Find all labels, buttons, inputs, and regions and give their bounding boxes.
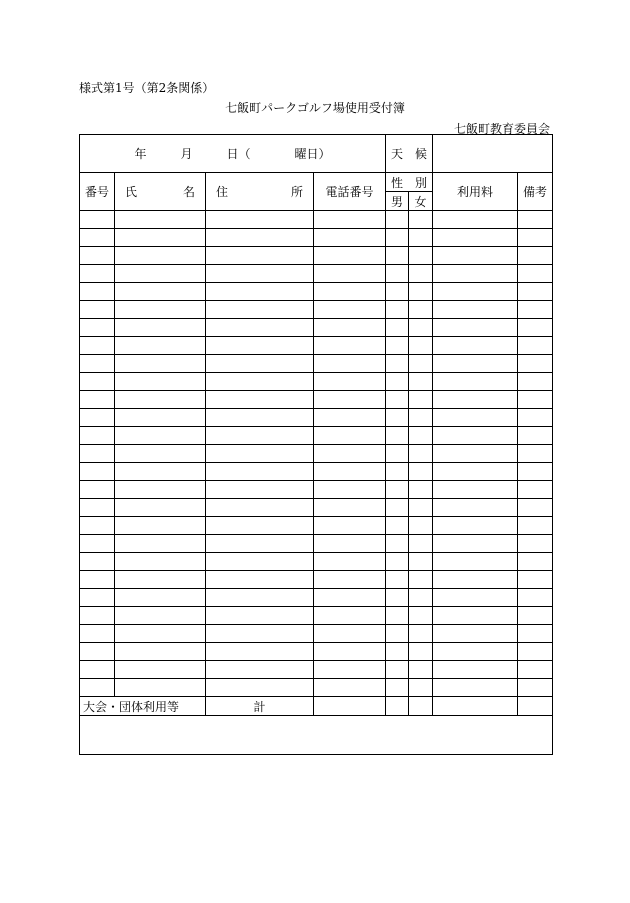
cell-name[interactable] <box>115 571 206 589</box>
cell-phone[interactable] <box>314 319 386 337</box>
month-label: 月 <box>180 147 193 161</box>
cell-female[interactable] <box>409 211 433 229</box>
cell-address[interactable] <box>206 481 314 499</box>
cell-address[interactable] <box>206 265 314 283</box>
header-address: 住 所 <box>206 173 314 211</box>
cell-male[interactable] <box>386 463 409 481</box>
issuer-name: 七飯町教育委員会 <box>453 122 550 136</box>
cell-phone[interactable] <box>314 301 386 319</box>
table-row <box>80 409 553 427</box>
cell-female[interactable] <box>409 355 433 373</box>
table-row <box>80 427 553 445</box>
cell-address[interactable] <box>206 229 314 247</box>
cell-female[interactable] <box>409 643 433 661</box>
cell-male[interactable] <box>386 283 409 301</box>
group-use-notes[interactable] <box>80 716 553 755</box>
cell-female[interactable] <box>409 589 433 607</box>
cell-male[interactable] <box>386 373 409 391</box>
cell-address[interactable] <box>206 607 314 625</box>
table-row <box>80 319 553 337</box>
cell-remarks[interactable] <box>518 481 553 499</box>
page-title: 七飯町パークゴルフ場使用受付簿 <box>225 101 405 115</box>
total-phone[interactable] <box>314 697 386 716</box>
cell-remarks[interactable] <box>518 409 553 427</box>
cell-male[interactable] <box>386 571 409 589</box>
cell-name[interactable] <box>115 355 206 373</box>
cell-remarks[interactable] <box>518 247 553 265</box>
total-female[interactable] <box>409 697 433 716</box>
cell-name[interactable] <box>115 445 206 463</box>
cell-phone[interactable] <box>314 337 386 355</box>
cell-remarks[interactable] <box>518 319 553 337</box>
cell-fee[interactable] <box>433 625 518 643</box>
cell-remarks[interactable] <box>518 283 553 301</box>
cell-male[interactable] <box>386 607 409 625</box>
cell-address[interactable] <box>206 589 314 607</box>
cell-female[interactable] <box>409 229 433 247</box>
weekday-label: 曜日） <box>294 147 331 161</box>
cell-remarks[interactable] <box>518 499 553 517</box>
table-row <box>80 445 553 463</box>
cell-remarks[interactable] <box>518 427 553 445</box>
cell-number[interactable] <box>80 589 115 607</box>
cell-address[interactable] <box>206 445 314 463</box>
cell-male[interactable] <box>386 211 409 229</box>
cell-phone[interactable] <box>314 355 386 373</box>
cell-name[interactable] <box>115 319 206 337</box>
cell-male[interactable] <box>386 337 409 355</box>
cell-fee[interactable] <box>433 373 518 391</box>
cell-number[interactable] <box>80 229 115 247</box>
cell-phone[interactable] <box>314 427 386 445</box>
cell-address[interactable] <box>206 625 314 643</box>
cell-fee[interactable] <box>433 643 518 661</box>
cell-name[interactable] <box>115 625 206 643</box>
cell-remarks[interactable] <box>518 589 553 607</box>
weather-input[interactable] <box>433 135 553 173</box>
cell-fee[interactable] <box>433 445 518 463</box>
date-cell[interactable] <box>80 135 386 173</box>
table-row <box>80 517 553 535</box>
cell-address[interactable] <box>206 553 314 571</box>
cell-fee[interactable] <box>433 229 518 247</box>
cell-number[interactable] <box>80 517 115 535</box>
cell-address[interactable] <box>206 319 314 337</box>
cell-remarks[interactable] <box>518 445 553 463</box>
cell-female[interactable] <box>409 607 433 625</box>
cell-fee[interactable] <box>433 409 518 427</box>
cell-number[interactable] <box>80 625 115 643</box>
cell-name[interactable] <box>115 427 206 445</box>
cell-male[interactable] <box>386 247 409 265</box>
cell-male[interactable] <box>386 409 409 427</box>
cell-number[interactable] <box>80 247 115 265</box>
notes-row <box>80 716 553 755</box>
cell-phone[interactable] <box>314 553 386 571</box>
cell-fee[interactable] <box>433 301 518 319</box>
cell-male[interactable] <box>386 535 409 553</box>
cell-fee[interactable] <box>433 463 518 481</box>
cell-female[interactable] <box>409 571 433 589</box>
cell-address[interactable] <box>206 643 314 661</box>
cell-fee[interactable] <box>433 355 518 373</box>
cell-female[interactable] <box>409 481 433 499</box>
cell-number[interactable] <box>80 661 115 679</box>
cell-female[interactable] <box>409 535 433 553</box>
cell-remarks[interactable] <box>518 463 553 481</box>
cell-male[interactable] <box>386 427 409 445</box>
header-female: 女 <box>409 192 433 211</box>
cell-address[interactable] <box>206 517 314 535</box>
table-row <box>80 625 553 643</box>
cell-fee[interactable] <box>433 481 518 499</box>
cell-fee[interactable] <box>433 607 518 625</box>
cell-number[interactable] <box>80 481 115 499</box>
cell-phone[interactable] <box>314 607 386 625</box>
cell-remarks[interactable] <box>518 301 553 319</box>
cell-female[interactable] <box>409 463 433 481</box>
cell-fee[interactable] <box>433 517 518 535</box>
cell-phone[interactable] <box>314 211 386 229</box>
cell-name[interactable] <box>115 247 206 265</box>
cell-address[interactable] <box>206 571 314 589</box>
cell-male[interactable] <box>386 301 409 319</box>
cell-name[interactable] <box>115 481 206 499</box>
cell-remarks[interactable] <box>518 517 553 535</box>
cell-address[interactable] <box>206 463 314 481</box>
cell-number[interactable] <box>80 427 115 445</box>
cell-name[interactable] <box>115 679 206 697</box>
table-row <box>80 229 553 247</box>
table-row <box>80 535 553 553</box>
cell-phone[interactable] <box>314 445 386 463</box>
cell-female[interactable] <box>409 499 433 517</box>
cell-phone[interactable] <box>314 391 386 409</box>
table-row <box>80 553 553 571</box>
cell-number[interactable] <box>80 301 115 319</box>
cell-number[interactable] <box>80 499 115 517</box>
total-fee[interactable] <box>433 697 518 716</box>
cell-name[interactable] <box>115 553 206 571</box>
cell-female[interactable] <box>409 247 433 265</box>
cell-address[interactable] <box>206 337 314 355</box>
cell-number[interactable] <box>80 283 115 301</box>
total-label: 計 <box>206 697 314 716</box>
cell-phone[interactable] <box>314 409 386 427</box>
total-male[interactable] <box>386 697 409 716</box>
cell-remarks[interactable] <box>518 607 553 625</box>
table-row <box>80 589 553 607</box>
cell-fee[interactable] <box>433 499 518 517</box>
cell-male[interactable] <box>386 319 409 337</box>
cell-male[interactable] <box>386 643 409 661</box>
table-row <box>80 571 553 589</box>
table-row <box>80 643 553 661</box>
cell-female[interactable] <box>409 517 433 535</box>
header-row <box>80 173 553 192</box>
cell-male[interactable] <box>386 553 409 571</box>
cell-remarks[interactable] <box>518 643 553 661</box>
cell-address[interactable] <box>206 283 314 301</box>
cell-address[interactable] <box>206 247 314 265</box>
cell-remarks[interactable] <box>518 355 553 373</box>
table-row <box>80 283 553 301</box>
table-row <box>80 679 553 697</box>
cell-remarks[interactable] <box>518 265 553 283</box>
cell-female[interactable] <box>409 409 433 427</box>
cell-fee[interactable] <box>433 427 518 445</box>
weather-label: 天 候 <box>386 135 433 173</box>
cell-address[interactable] <box>206 427 314 445</box>
cell-male[interactable] <box>386 265 409 283</box>
cell-male[interactable] <box>386 391 409 409</box>
cell-address[interactable] <box>206 409 314 427</box>
table-row <box>80 373 553 391</box>
cell-phone[interactable] <box>314 283 386 301</box>
header-number: 番号 <box>80 173 115 211</box>
cell-number[interactable] <box>80 373 115 391</box>
cell-remarks[interactable] <box>518 661 553 679</box>
cell-number[interactable] <box>80 553 115 571</box>
cell-address[interactable] <box>206 661 314 679</box>
cell-fee[interactable] <box>433 211 518 229</box>
cell-male[interactable] <box>386 355 409 373</box>
header-fee: 利用料 <box>433 173 518 211</box>
cell-remarks[interactable] <box>518 571 553 589</box>
cell-phone[interactable] <box>314 481 386 499</box>
cell-remarks[interactable] <box>518 373 553 391</box>
cell-female[interactable] <box>409 373 433 391</box>
cell-phone[interactable] <box>314 643 386 661</box>
cell-fee[interactable] <box>433 679 518 697</box>
cell-name[interactable] <box>115 517 206 535</box>
cell-remarks[interactable] <box>518 391 553 409</box>
cell-phone[interactable] <box>314 535 386 553</box>
table-row <box>80 391 553 409</box>
cell-fee[interactable] <box>433 283 518 301</box>
cell-name[interactable] <box>115 463 206 481</box>
cell-number[interactable] <box>80 607 115 625</box>
cell-name[interactable] <box>115 373 206 391</box>
header-male: 男 <box>386 192 409 211</box>
cell-address[interactable] <box>206 679 314 697</box>
header-name: 氏 名 <box>115 173 206 211</box>
cell-address[interactable] <box>206 355 314 373</box>
cell-phone[interactable] <box>314 679 386 697</box>
header-phone: 電話番号 <box>314 173 386 211</box>
cell-remarks[interactable] <box>518 229 553 247</box>
cell-female[interactable] <box>409 625 433 643</box>
header-sex: 性 別 <box>386 173 433 192</box>
cell-remarks[interactable] <box>518 553 553 571</box>
cell-female[interactable] <box>409 445 433 463</box>
cell-remarks[interactable] <box>518 337 553 355</box>
cell-address[interactable] <box>206 535 314 553</box>
cell-female[interactable] <box>409 391 433 409</box>
cell-remarks[interactable] <box>518 625 553 643</box>
cell-name[interactable] <box>115 661 206 679</box>
table-row <box>80 211 553 229</box>
cell-name[interactable] <box>115 265 206 283</box>
cell-name[interactable] <box>115 535 206 553</box>
cell-number[interactable] <box>80 391 115 409</box>
cell-phone[interactable] <box>314 463 386 481</box>
table-row <box>80 247 553 265</box>
table-row <box>80 481 553 499</box>
cell-female[interactable] <box>409 661 433 679</box>
cell-number[interactable] <box>80 355 115 373</box>
cell-female[interactable] <box>409 679 433 697</box>
cell-address[interactable] <box>206 301 314 319</box>
cell-number[interactable] <box>80 535 115 553</box>
cell-female[interactable] <box>409 283 433 301</box>
cell-number[interactable] <box>80 409 115 427</box>
day-label: 日（ <box>226 147 251 161</box>
group-use-label: 大会・団体利用等 <box>80 697 206 716</box>
date-row <box>80 135 553 173</box>
cell-number[interactable] <box>80 445 115 463</box>
cell-fee[interactable] <box>433 553 518 571</box>
cell-remarks[interactable] <box>518 211 553 229</box>
cell-phone[interactable] <box>314 625 386 643</box>
table-row <box>80 337 553 355</box>
cell-male[interactable] <box>386 481 409 499</box>
cell-number[interactable] <box>80 337 115 355</box>
cell-address[interactable] <box>206 211 314 229</box>
cell-phone[interactable] <box>314 517 386 535</box>
cell-phone[interactable] <box>314 499 386 517</box>
cell-number[interactable] <box>80 319 115 337</box>
cell-name[interactable] <box>115 499 206 517</box>
header-remarks: 備考 <box>518 173 553 211</box>
cell-fee[interactable] <box>433 337 518 355</box>
cell-female[interactable] <box>409 319 433 337</box>
table-row <box>80 265 553 283</box>
cell-address[interactable] <box>206 391 314 409</box>
cell-fee[interactable] <box>433 319 518 337</box>
cell-fee[interactable] <box>433 571 518 589</box>
cell-number[interactable] <box>80 265 115 283</box>
cell-number[interactable] <box>80 211 115 229</box>
total-remarks[interactable] <box>518 697 553 716</box>
cell-address[interactable] <box>206 499 314 517</box>
table-row <box>80 499 553 517</box>
cell-male[interactable] <box>386 499 409 517</box>
cell-phone[interactable] <box>314 589 386 607</box>
cell-fee[interactable] <box>433 535 518 553</box>
cell-male[interactable] <box>386 679 409 697</box>
cell-phone[interactable] <box>314 373 386 391</box>
table-row <box>80 661 553 679</box>
cell-phone[interactable] <box>314 229 386 247</box>
cell-female[interactable] <box>409 301 433 319</box>
cell-name[interactable] <box>115 301 206 319</box>
table-row <box>80 301 553 319</box>
cell-remarks[interactable] <box>518 679 553 697</box>
cell-fee[interactable] <box>433 265 518 283</box>
cell-phone[interactable] <box>314 265 386 283</box>
cell-number[interactable] <box>80 679 115 697</box>
cell-number[interactable] <box>80 571 115 589</box>
cell-male[interactable] <box>386 589 409 607</box>
cell-number[interactable] <box>80 643 115 661</box>
cell-name[interactable] <box>115 283 206 301</box>
table-row <box>80 355 553 373</box>
footer-row <box>80 697 553 716</box>
cell-name[interactable] <box>115 211 206 229</box>
cell-female[interactable] <box>409 427 433 445</box>
cell-male[interactable] <box>386 445 409 463</box>
table-row <box>80 607 553 625</box>
cell-female[interactable] <box>409 337 433 355</box>
cell-name[interactable] <box>115 643 206 661</box>
cell-name[interactable] <box>115 229 206 247</box>
cell-fee[interactable] <box>433 391 518 409</box>
cell-fee[interactable] <box>433 661 518 679</box>
cell-female[interactable] <box>409 265 433 283</box>
year-label: 年 <box>134 147 147 161</box>
table-row <box>80 463 553 481</box>
cell-number[interactable] <box>80 463 115 481</box>
cell-male[interactable] <box>386 625 409 643</box>
cell-name[interactable] <box>115 391 206 409</box>
cell-address[interactable] <box>206 373 314 391</box>
cell-male[interactable] <box>386 661 409 679</box>
cell-fee[interactable] <box>433 247 518 265</box>
cell-female[interactable] <box>409 553 433 571</box>
cell-name[interactable] <box>115 589 206 607</box>
cell-name[interactable] <box>115 607 206 625</box>
cell-phone[interactable] <box>314 571 386 589</box>
cell-name[interactable] <box>115 337 206 355</box>
cell-phone[interactable] <box>314 661 386 679</box>
cell-name[interactable] <box>115 409 206 427</box>
cell-phone[interactable] <box>314 247 386 265</box>
cell-male[interactable] <box>386 229 409 247</box>
cell-fee[interactable] <box>433 589 518 607</box>
form-number-label: 様式第1号（第2条関係） <box>79 81 215 95</box>
cell-remarks[interactable] <box>518 535 553 553</box>
cell-male[interactable] <box>386 517 409 535</box>
registration-table <box>79 134 553 755</box>
